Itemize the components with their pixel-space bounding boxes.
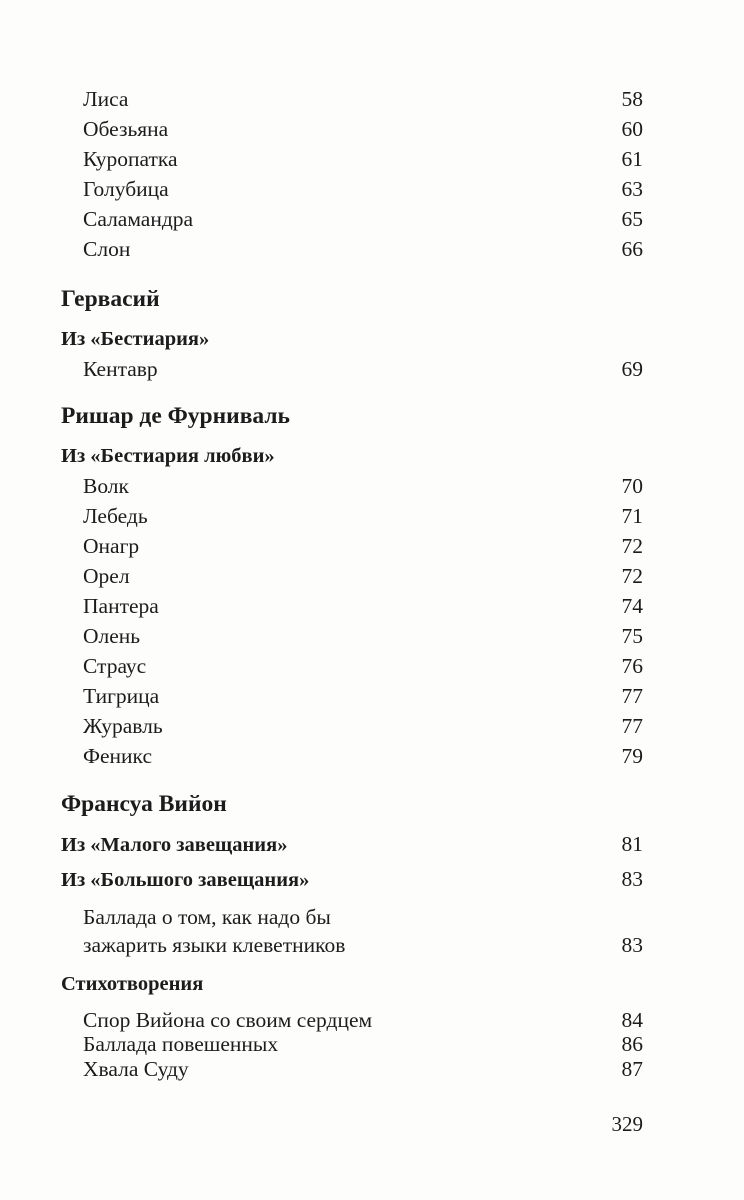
toc-section-heading xyxy=(0,827,744,857)
toc-entry-page: 87 xyxy=(621,1057,643,1081)
toc-entry-page: 72 xyxy=(621,534,643,558)
toc-entry-title: Стихотворения xyxy=(61,973,204,995)
toc-entry xyxy=(0,649,744,679)
toc-entry-title: Из «Бестиария» xyxy=(61,328,210,350)
toc-entry xyxy=(0,559,744,589)
toc-entry-title: Журавль xyxy=(83,714,163,738)
toc-entry-page: 69 xyxy=(621,357,643,381)
toc-entry-page: 75 xyxy=(621,624,643,648)
toc-entry xyxy=(0,469,744,499)
toc-author-heading xyxy=(0,279,744,313)
toc-entry-page: 65 xyxy=(621,207,643,231)
toc-entry-title: Орел xyxy=(83,564,130,588)
toc-entry-page: 70 xyxy=(621,474,643,498)
toc-entry-title: Хвала Суду xyxy=(83,1057,189,1081)
toc-entry-title: Баллада о том, как надо бы xyxy=(83,905,331,929)
toc-entry-page: 86 xyxy=(621,1032,643,1056)
toc-entry-title: Из «Малого завещания» xyxy=(61,834,288,856)
toc-entry xyxy=(0,499,744,529)
toc-entry xyxy=(0,202,744,232)
toc-entry xyxy=(0,529,744,559)
toc-section-heading xyxy=(0,966,744,996)
toc-entry xyxy=(0,232,744,262)
toc-entry-title: Пантера xyxy=(83,594,159,618)
toc-entry-title: Онагр xyxy=(83,534,140,558)
toc-entry xyxy=(0,589,744,619)
toc-section-heading xyxy=(0,862,744,892)
toc-entry-title: Из «Бестиария любви» xyxy=(61,445,275,467)
toc-entry xyxy=(0,82,744,112)
toc-entry xyxy=(0,142,744,172)
toc-entry-page: 83 xyxy=(621,933,643,957)
toc-entry xyxy=(0,679,744,709)
page-number: 329 xyxy=(611,1112,643,1136)
toc-entry-title: Кентавр xyxy=(83,357,158,381)
toc-entry-page: 76 xyxy=(621,654,643,678)
toc-entry-page: 81 xyxy=(621,832,643,856)
toc-entry xyxy=(0,352,744,382)
toc-entry-title: Гервасий xyxy=(61,286,160,312)
toc-entry xyxy=(0,900,744,930)
toc-entry-page: 77 xyxy=(621,714,643,738)
toc-entry-page: 79 xyxy=(621,744,643,768)
toc-entry-page: 77 xyxy=(621,684,643,708)
toc-entry-page: 83 xyxy=(621,867,643,891)
toc-author-heading xyxy=(0,784,744,818)
toc-entry-page: 63 xyxy=(621,177,643,201)
toc-entry xyxy=(0,739,744,769)
toc-entry-page: 58 xyxy=(621,87,643,111)
toc-entry-title: Слон xyxy=(83,237,131,261)
toc-entry-page: 71 xyxy=(621,504,643,528)
toc-entry-title: Франсуа Вийон xyxy=(61,791,227,817)
toc-entry-page: 61 xyxy=(621,147,643,171)
toc-entry-title: Баллада повешенных xyxy=(83,1032,279,1056)
toc-author-heading xyxy=(0,396,744,430)
toc-entry-page: 74 xyxy=(621,594,643,618)
toc-section-heading xyxy=(0,321,744,351)
toc-entry-title: Обезьяна xyxy=(83,117,169,141)
toc-entry xyxy=(0,709,744,739)
toc-entry-title: Лебедь xyxy=(83,504,148,528)
toc-entry xyxy=(0,1052,744,1082)
toc-entry xyxy=(0,928,744,958)
toc-entry-title: Волк xyxy=(83,474,129,498)
toc-entry-title: Куропатка xyxy=(83,147,178,171)
toc-entry-title: Из «Большого завещания» xyxy=(61,869,310,891)
toc-entry xyxy=(0,172,744,202)
toc-entry-page: 84 xyxy=(621,1008,643,1032)
toc-entry-title: Лиса xyxy=(83,87,129,111)
toc-entry-title: Ришар де Фурниваль xyxy=(61,403,290,429)
toc-entry-title: Страус xyxy=(83,654,147,678)
toc-entry-title: Олень xyxy=(83,624,141,648)
toc-entry-title: Саламандра xyxy=(83,207,194,231)
toc-entry-title: Голубица xyxy=(83,177,169,201)
toc-section-heading xyxy=(0,438,744,468)
toc-entry-title: Тигрица xyxy=(83,684,160,708)
toc-entry-title: зажарить языки клеветников xyxy=(83,933,346,957)
toc-entry-page: 60 xyxy=(621,117,643,141)
toc-entry-title: Спор Вийона со своим сердцем xyxy=(83,1008,373,1032)
toc-entry xyxy=(0,112,744,142)
toc-entry-page: 72 xyxy=(621,564,643,588)
toc-entry xyxy=(0,619,744,649)
toc-entry-page: 66 xyxy=(621,237,643,261)
toc-entry-title: Феникс xyxy=(83,744,152,768)
